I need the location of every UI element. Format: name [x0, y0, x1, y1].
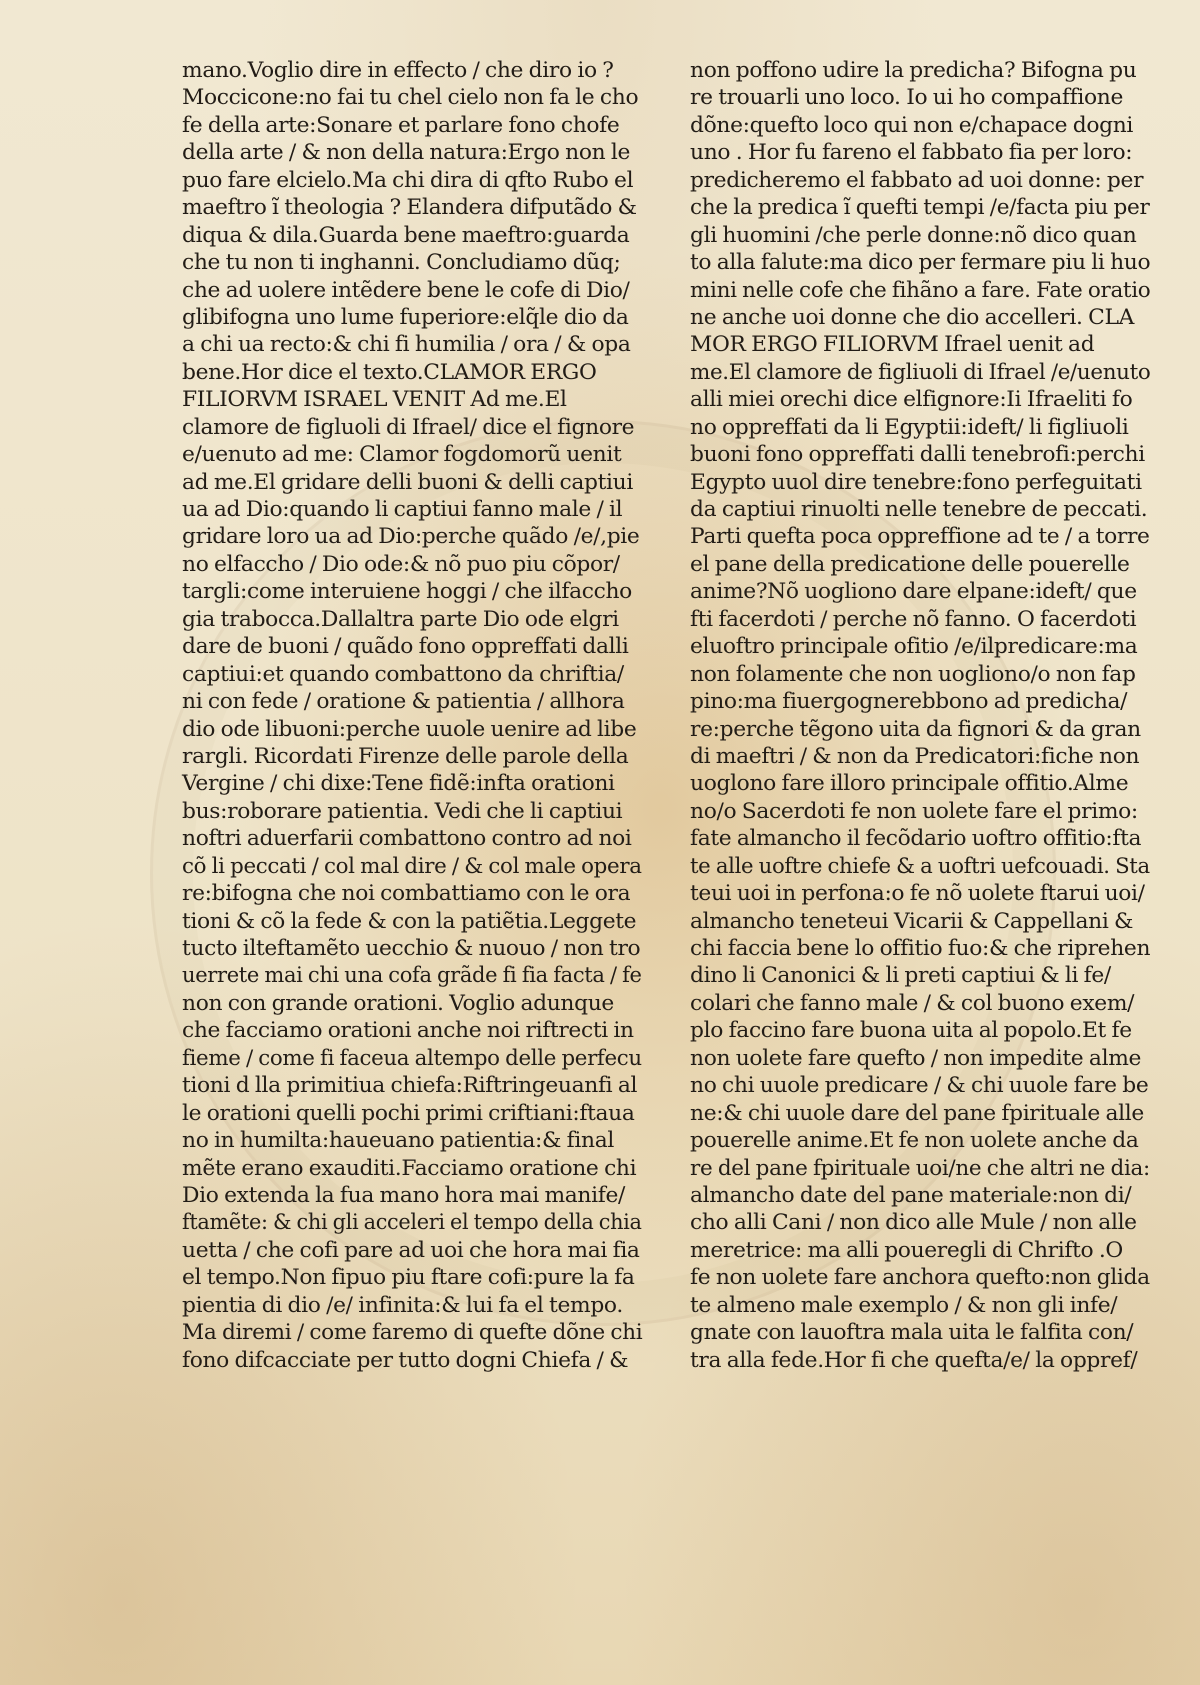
left-column-line: fono difcacciate per tutto dogni Chiefa / & [182, 1347, 629, 1373]
left-column-line: Ma diremi / come faremo di quefte dõne chi [182, 1320, 643, 1346]
right-column-line: uoglono fare illoro principale offitio.Alme [690, 771, 1129, 797]
right-column-line: dõne:quefto loco qui non e/chapace dogni [690, 112, 1134, 138]
right-column-line: dino li Canonici & li preti captiui & li fe∕ [690, 963, 1111, 989]
right-column-line: teui uoi in perfona:o fe nõ uolete ftarui uoi/ [690, 881, 1145, 907]
right-column-line: re:perche tẽgono uita da fignori & da gran [690, 716, 1141, 742]
right-column-line: anime?Nõ uogliono dare elpane:ideft/ que [690, 579, 1137, 605]
right-column-line: non uolete fare quefto / non impedite alme [690, 1045, 1142, 1071]
left-column-line: uerrete mai chi una cofa grãde fi fia facta / fe [182, 963, 642, 989]
right-column-line: ne anche uoi donne che dio accelleri. CLA [690, 304, 1135, 330]
right-column-line: mini nelle cofe che fihãno a fare. Fate oratio [690, 277, 1151, 303]
left-column-line: FILIORVM ISRAEL VENIT Ad me.El [182, 387, 567, 413]
right-column-line: gnate con lauoftra mala uita le falfita con∕ [690, 1320, 1134, 1346]
left-column-line: che facciamo orationi anche noi riftrecti in [182, 1018, 634, 1044]
left-column-line: Moccicone:no fai tu chel cielo non fa le cho [182, 85, 639, 111]
left-column-line: Dio extenda la fua mano hora mai manife∕ [182, 1182, 625, 1208]
right-column-line: alli miei orechi dice elfignore:Ii Ifraeliti fo [690, 387, 1133, 413]
right-column-line: Parti quefta poca oppreffione ad te / a torre [690, 524, 1150, 550]
right-column-line: no/o Sacerdoti fe non uolete fare el primo: [690, 798, 1138, 824]
left-column-line: dio ode libuoni:perche uuole uenire ad libe [182, 716, 637, 742]
right-column-line: ne:& chi uuole dare del pane fpirituale alle [690, 1100, 1144, 1126]
left-column-line: non con grande orationi. Voglio adunque [182, 990, 614, 1016]
left-column-line: uetta / che cofi pare ad uoi che hora mai fia [182, 1237, 640, 1263]
right-column-line: uno . Hor fu fareno el fabbato fia per loro: [690, 140, 1133, 166]
left-column-line: a chi ua recto:& chi fi humilia / ora / & opa [182, 332, 631, 358]
left-column-line: mẽte erano exauditi.Facciamo oratione chi [182, 1155, 637, 1181]
left-column-line: bus:roborare patientia. Vedi che li captiui [182, 798, 623, 824]
right-column-line: no chi uuole predicare / & chi uuole fare be [690, 1073, 1149, 1099]
right-column-line: di maeftri / & non da Predicatori:fiche non [690, 743, 1140, 769]
right-column-line: almancho date del pane materiale:non di∕ [690, 1182, 1132, 1208]
right-column-line: fti facerdoti / perche nõ fanno. O facerdoti [690, 606, 1137, 632]
right-column [690, 57, 1150, 1374]
right-column-line: MOR ERGO FILIORVM Ifrael uenit ad [690, 332, 1095, 358]
right-column-line: cho alli Cani / non dico alle Mule / non alle [690, 1210, 1137, 1236]
left-column-line: tioni & cõ la fede & con la patiẽtia.Leggete [182, 908, 637, 934]
right-column-line: te almeno male exemplo / & non gli infe∕ [690, 1292, 1118, 1318]
right-column-line: fe non uolete fare anchora quefto:non glida [690, 1265, 1150, 1291]
left-column-line: re:bifogna che noi combattiamo con le ora [182, 881, 631, 907]
right-column-line: gli huomini /che perle donne:nõ dico quan [690, 222, 1137, 248]
right-column-line: plo faccino fare buona uita al popolo.Et fe [690, 1018, 1132, 1044]
left-column-line: gridare loro ua ad Dio:perche quãdo /e/,pie [182, 524, 640, 550]
left-column-line: fieme / come fi faceua altempo delle perfecu [182, 1045, 642, 1071]
left-column-line: no in humilta:haueuano patientia:& final [182, 1128, 614, 1154]
left-column-line: dare de buoni / quãdo fono oppreffati dalli [182, 634, 629, 660]
left-column-line: diqua & dila.Guarda bene maeftro:guarda [182, 222, 630, 248]
right-column-line: el pane della predicatione delle pouerelle [690, 551, 1130, 577]
right-column-line: no oppreffati da li Egyptii:ideft/ li figliuoli [690, 414, 1129, 440]
left-column-line: rargli. Ricordati Firenze delle parole della [182, 743, 629, 769]
left-column-line: puo fare elcielo.Ma chi dira di qfto Rubo el [182, 167, 634, 193]
right-column-line: re trouarli uno loco. Io ui ho compaffione [690, 85, 1124, 111]
left-column-line: clamore de figluoli di Ifrael/ dice el fignore [182, 414, 635, 440]
right-column-line: Egypto uuol dire tenebre:fono perfeguitati [690, 469, 1142, 495]
left-column-line: ni con fede / oratione & patientia / allhora [182, 689, 625, 715]
right-column-line: eluoftro principale ofitio /e/ilpredicare:ma [690, 634, 1138, 660]
left-column-line: che tu non ti inghanni. Concludiamo dũq; [182, 250, 621, 276]
right-column-line: to alla falute:ma dico per fermare piu li huo [690, 250, 1151, 276]
right-column-line: almancho teneteui Vicarii & Cappellani & [690, 908, 1134, 934]
right-column-line: che la predica ĩ quefti tempi /e/facta piu per [690, 195, 1150, 221]
left-column-line: ad me.El gridare delli buoni & delli captiui [182, 469, 633, 495]
right-column-line: meretrice: ma alli poueregli di Chrifto .O [690, 1237, 1123, 1263]
left-column-line: tucto ilteftamẽto uecchio & nuouo / non tro [182, 936, 641, 961]
left-column-line: fe della arte:Sonare et parlare fono chofe [182, 112, 620, 138]
right-column-line: me.El clamore de figliuoli di Ifrael /e/uenuto [690, 359, 1151, 385]
left-column-line: pientia di dio /e/ infinita:& lui fa el tempo. [182, 1292, 623, 1318]
right-column-line: non folamente che non uogliono/o non fap [690, 661, 1136, 687]
left-column-line: captiui:et quando combattono da chriftia∕ [182, 661, 624, 687]
right-column-line: chi faccia bene lo offitio fuo:& che riprehen [690, 936, 1151, 961]
left-column-line: no elfaccho / Dio ode:& nõ puo piu cõpor∕ [182, 551, 620, 577]
right-column-line: pouerelle anime.Et fe non uolete anche da [690, 1128, 1139, 1154]
left-column-line: ftamẽte: & chi gli acceleri el tempo della chia [182, 1210, 642, 1236]
right-column-line: colari che fanno male / & col buono exem∕ [690, 990, 1135, 1016]
left-column-line: glibifogna uno lume fuperiore:elq̃le dio da [182, 304, 629, 330]
right-column-line: non poffono udire la predicha? Bifogna pu [690, 58, 1137, 83]
right-column-line: re del pane fpirituale uoi/ne che altri ne dia: [690, 1155, 1150, 1181]
left-column-line: Vergine / chi dixe:Tene fidẽ:infta orationi [182, 771, 615, 797]
right-column-line: buoni fono oppreffati dalli tenebrofi:perchi [690, 442, 1145, 468]
left-column-line: el tempo.Non fipuo piu ftare cofi:pure la fa [182, 1265, 635, 1291]
left-column-line: ua ad Dio:quando li captiui fanno male / il [182, 497, 623, 522]
left-column-line: le orationi quelli pochi primi criftiani:ftaua [182, 1100, 635, 1126]
left-column-line: noftri aduerfarii combattono contro ad noi [182, 826, 632, 852]
right-column-line: fate almancho il fecõdario uoftro offitio:fta [690, 826, 1142, 852]
right-column-line: predicheremo el fabbato ad uoi donne: per [690, 167, 1144, 193]
right-column-line: da captiui rinuolti nelle tenebre de peccati. [690, 497, 1148, 522]
right-column-line: pino:ma fiuergognerebbono ad predicha∕ [690, 689, 1128, 715]
left-column-line: che ad uolere intẽdere bene le cofe di Dio/ [182, 277, 630, 303]
right-column-line: tra alla fede.Hor fi che quefta/e/ la oppref∕ [690, 1347, 1138, 1373]
right-column-line: te alle uoftre chiefe & a uoftri uefcouadi. Sta [690, 853, 1150, 879]
left-column-line: targli:come interuiene hoggi / che ilfaccho [182, 579, 632, 605]
left-column-line: della arte / & non della natura:Ergo non le [182, 140, 631, 166]
left-column-line: gia trabocca.Dallaltra parte Dio ode elgri [182, 606, 619, 632]
left-column-line: e/uenuto ad me: Clamor fogdomorũ uenit [182, 442, 622, 468]
left-column [182, 57, 642, 1374]
left-column-line: tioni d lla primitiua chiefa:Riftringeuanfi al [182, 1073, 638, 1099]
left-column-line: maeftro ĩ theologia ? Elandera difputãdo & [182, 195, 637, 221]
left-column-line: cõ li peccati / col mal dire / & col male opera [182, 853, 642, 879]
left-column-line: mano.Voglio dire in effecto / che diro io ? [182, 58, 614, 83]
left-column-line: bene.Hor dice el texto.CLAMOR ERGO [182, 359, 597, 385]
